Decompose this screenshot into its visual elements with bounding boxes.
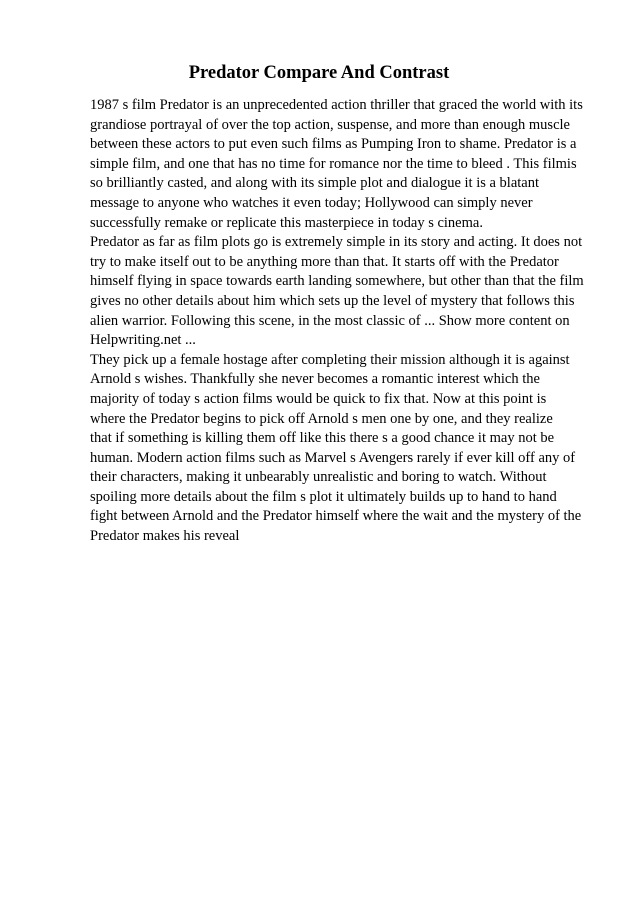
- text-line: fight between Arnold and the Predator himself where the wait and the mystery of the: [90, 508, 582, 525]
- text-line: alien warrior. Following this scene, in the most classic of ... Show more content on: [90, 312, 570, 329]
- text-line: simple film, and one that has no time for romance nor the time to bleed . This filmis: [90, 155, 577, 172]
- text-line: so brilliantly casted, and along with its simple plot and dialogue it is a blatant: [90, 175, 540, 192]
- text-line: himself flying in space towards earth landing somewhere, but other than that the film: [90, 273, 584, 290]
- text-line: between these actors to put even such films as Pumping Iron to shame. Predator is a: [90, 136, 577, 153]
- document-body: [90, 96, 590, 547]
- text-line: message to anyone who watches it even today; Hollywood can simply never: [90, 194, 533, 211]
- text-line: majority of today s action films would be quick to fix that. Now at this point is: [90, 390, 547, 407]
- text-line: successfully remake or replicate this masterpiece in today s cinema.: [90, 214, 483, 231]
- text-line: try to make itself out to be anything more than that. It starts off with the Predator: [90, 253, 559, 270]
- text-line: gives no other details about him which sets up the level of mystery that follows this: [90, 292, 575, 309]
- paragraph-intro: [90, 96, 590, 233]
- text-line: 1987 s film Predator is an unprecedented action thriller that graced the world with its: [90, 97, 583, 113]
- text-line: that if something is killing them off like this there s a good chance it may not be: [90, 430, 555, 447]
- text-line: where the Predator begins to pick off Arnold s men one by one, and they realize: [90, 410, 553, 427]
- text-line: Predator as far as film plots go is extremely simple in its story and acting. It does not: [90, 234, 583, 251]
- text-line: They pick up a female hostage after completing their mission although it is against: [90, 351, 570, 368]
- paragraph-conclusion: [90, 351, 590, 547]
- text-line: Arnold s wishes. Thankfully she never becomes a romantic interest which the: [90, 371, 540, 388]
- text-line: Predator makes his reveal: [90, 528, 240, 545]
- text-line: their characters, making it unbearably unrealistic and boring to watch. Without: [90, 469, 547, 486]
- text-line: spoiling more details about the film s plot it ultimately builds up to hand to hand: [90, 488, 557, 505]
- text-line: grandiose portrayal of over the top action, suspense, and more than enough muscle: [90, 116, 570, 133]
- document-title: Predator Compare And Contrast: [188, 63, 450, 83]
- text-line: Helpwriting.net ...: [90, 332, 196, 349]
- text-line: human. Modern action films such as Marvel s Avengers rarely if ever kill off any of: [90, 449, 576, 466]
- paragraph-plot: [90, 233, 590, 351]
